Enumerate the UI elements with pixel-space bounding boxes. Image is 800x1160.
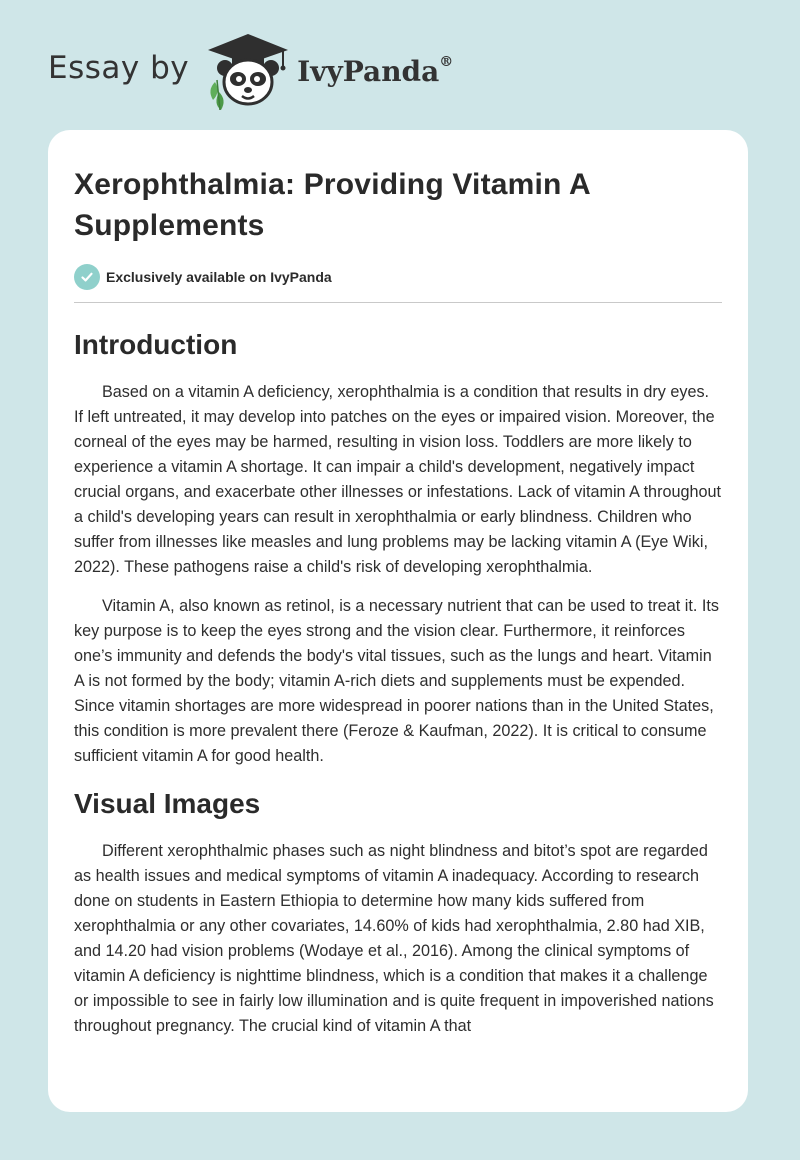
ivypanda-logo-icon[interactable] [203,30,293,110]
check-circle-icon [74,264,100,290]
section-visual-images [74,787,722,1039]
essay-by-label: Essay by [48,50,190,86]
page-title: Xerophthalmia: Providing Vitamin A Supplements [74,168,590,242]
section-introduction [74,328,722,769]
exclusive-label: Exclusively available on IvyPanda [106,269,332,285]
section-heading: Introduction [74,329,238,360]
section-heading: Visual Images [74,788,261,819]
paragraph: Vitamin A, also known as retinol, is a necessary nutrient that can be used to treat it. Its key purpose is to keep the eyes strong and the vision clear. Furthermore, it reinforces one’s immunity and defends the body's vital tissues, such as the lungs and heart. Vitamin A is not formed by the body; vitamin A-rich diets and supplements must be expended. Since vitamin shortages are more widespread in poorer nations than in the United States, this condition is more prevalent there (Feroze & Kaufman, 2022). It is critical to consume sufficient vitamin A for good health. [74,597,719,765]
paragraph: Based on a vitamin A deficiency, xerophthalmia is a condition that results in dry eyes. If left untreated, it may develop into patches on the eyes or impaired vision. Moreover, the corneal of the eyes may be harmed, resulting in vision loss. Toddlers are more likely to experience a vitamin A shortage. It can impair a child's development, negatively impact crucial organs, and exacerbate other illnesses or infestations. Lack of vitamin A throughout a child's developing years can result in xerophthalmia or early blindness. Children who suffer from illnesses like measles and lung problems may be lacking vitamin A (Eye Wiki, 2022). These pathogens raise a child's risk of developing xerophthalmia. [74,383,721,576]
site-header [48,30,453,110]
divider [74,302,722,303]
essay-card [48,130,748,1112]
paragraph: Different xerophthalmic phases such as night blindness and bitot’s spot are regarded as health issues and medical symptoms of vitamin A inadequacy. According to research done on students in Eastern Ethiopia to determine how many kids suffered from xerophthalmia or any other covariates, 14.60% of kids had xerophthalmia, 2.80 had XIB, and 14.20 had vision problems (Wodaye et al., 2016). Among the clinical symptoms of vitamin A deficiency is nighttime blindness, which is a condition that makes it a challenge or impossible to see in fairly low illumination and is quite frequent in impoverished nations throughout pregnancy. The crucial kind of vitamin A that [74,842,714,1035]
registered-mark: ® [439,54,454,71]
exclusive-badge [74,263,722,291]
brand-name[interactable]: IvyPanda® [297,54,454,88]
